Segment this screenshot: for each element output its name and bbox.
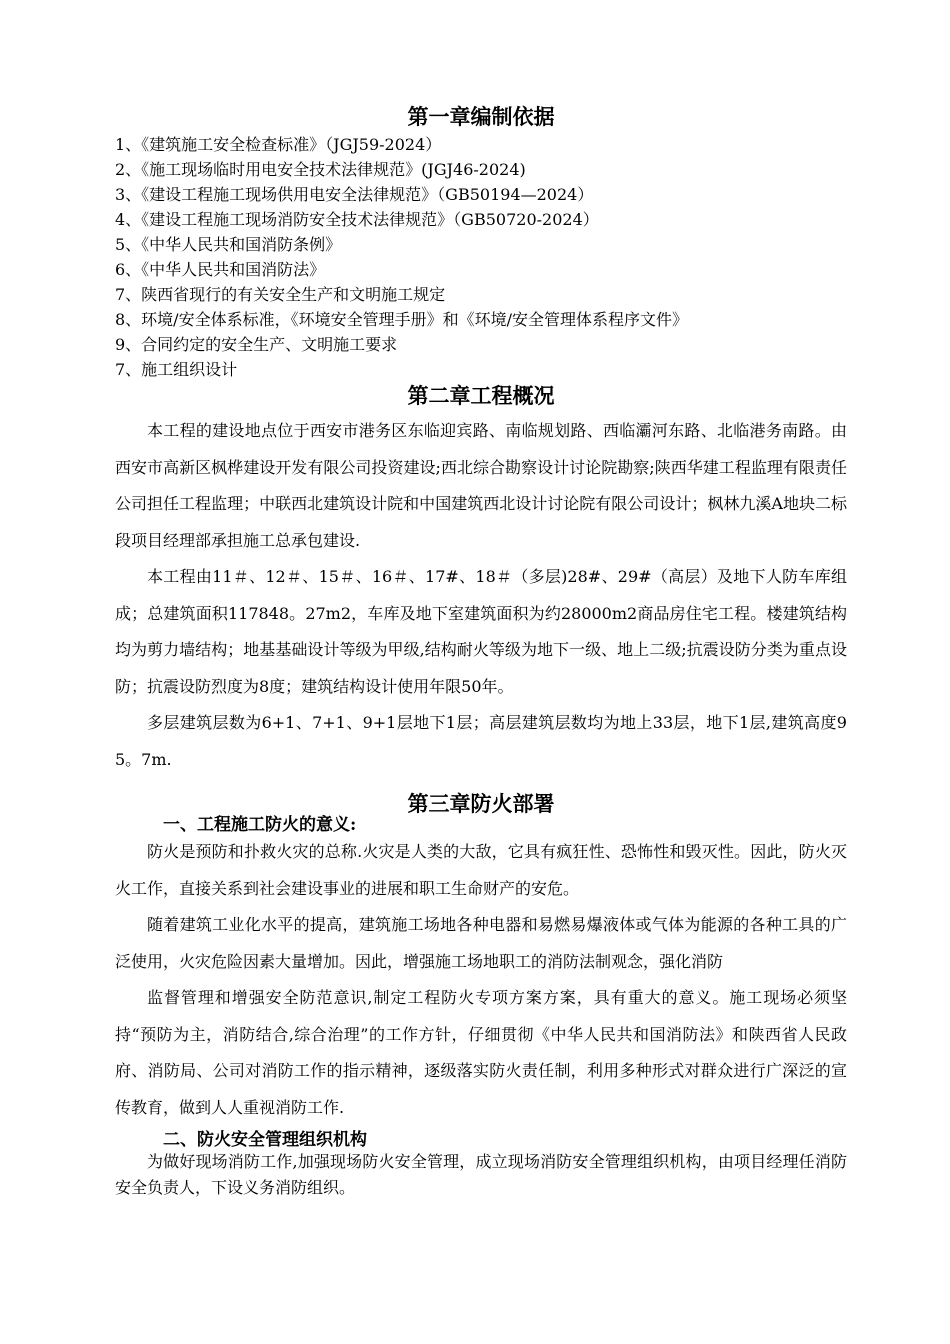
chapter-1-title: 第一章编制依据 bbox=[407, 104, 555, 129]
basis-item: 2、《施工现场临时用电安全技术法律规范》(JGJ46-2024) bbox=[115, 160, 526, 179]
chapter-2-title: 第二章工程概况 bbox=[407, 383, 555, 408]
basis-item: 5、《中华人民共和国消防条例》 bbox=[115, 235, 342, 254]
document-content bbox=[115, 102, 847, 1201]
basis-item: 4、《建设工程施工现场消防安全技术法律规范》（GB50720-2024） bbox=[115, 210, 599, 229]
overview-paragraph-floors: 多层建筑层数为6+1、7+1、9+1层地下1层；高层建筑层数均为地上33层，地下1层,建筑高度95。7m. bbox=[115, 713, 847, 769]
fire-prevention-paragraph: 监督管理和增强安全防范意识,制定工程防火专项方案方案，具有重大的意义。施工现场必须坚持“预防为主，消防结合,综合治理”的工作方针，仔细贯彻《中华人民共和国消防法》和陕西省人民政府、消防局、公司对消防工作的指示精神，逐级落实防火责任制，利用多种形式对群众进行广深泛的宣传教育，做到人人重视消防工作. bbox=[115, 988, 847, 1117]
section-2-heading: 二、防火安全管理组织机构 bbox=[163, 1130, 367, 1150]
basis-item: 7、施工组织设计 bbox=[115, 360, 238, 379]
basis-item: 9、合同约定的安全生产、文明施工要求 bbox=[115, 335, 398, 354]
basis-item: 3、《建设工程施工现场供用电安全法律规范》（GB50194—2024） bbox=[115, 185, 594, 204]
compilation-basis-list bbox=[115, 132, 847, 382]
section-1-heading: 一、工程施工防火的意义: bbox=[163, 815, 357, 835]
basis-item: 8、环境/安全体系标准，《环境安全管理手册》和《环境/安全管理体系程序文件》 bbox=[115, 310, 688, 329]
overview-paragraph-location: 本工程的建设地点位于西安市港务区东临迎宾路、南临规划路、西临灞河东路、北临港务南路。由西安市高新区枫桦建设开发有限公司投资建设;西北综合勘察设计讨论院勘察;陕西华建工程监理有限责任公司担任工程监理；中联西北建筑设计院和中国建筑西北设计讨论院有限公司设计；枫林九溪A地块二标段项目经理部承担施工总承包建设. bbox=[115, 421, 847, 550]
chapter-3-title: 第三章防火部署 bbox=[407, 791, 555, 816]
overview-paragraph-composition: 本工程由11＃、12＃、15＃、16＃、17#、18＃（多层)28#、29#（高层）及地下人防车库组成；总建筑面积117848。27m2，车库及地下室建筑面积为约28000m2商品房住宅工程。楼建筑结构均为剪力墙结构；地基基础设计等级为甲级,结构耐火等级为地下一级、地上二级;抗震设防分类为重点设防；抗震设防烈度为8度；建筑结构设计使用年限50年。 bbox=[115, 567, 847, 696]
basis-item: 1、《建筑施工安全检查标准》（JGJ59-2024） bbox=[115, 135, 442, 154]
basis-item: 6、《中华人民共和国消防法》 bbox=[115, 260, 326, 279]
basis-item: 7、陕西省现行的有关安全生产和文明施工规定 bbox=[115, 285, 446, 304]
fire-prevention-paragraph: 随着建筑工业化水平的提高，建筑施工场地各种电器和易燃易爆液体或气体为能源的各种工具的广泛使用，火灾危险因素大量增加。因此，增强施工场地职工的消防法制观念，强化消防 bbox=[115, 915, 847, 971]
fire-prevention-paragraph: 防火是预防和扑救火灾的总称.火灾是人类的大敌，它具有疯狂性、恐怖性和毁灭性。因此，防火灭火工作，直接关系到社会建设事业的进展和职工生命财产的安危。 bbox=[115, 842, 847, 898]
organization-paragraph: 为做好现场消防工作,加强现场防火安全管理，成立现场消防安全管理组织机构，由项目经理任消防安全负责人，下设义务消防组织。 bbox=[115, 1152, 847, 1197]
